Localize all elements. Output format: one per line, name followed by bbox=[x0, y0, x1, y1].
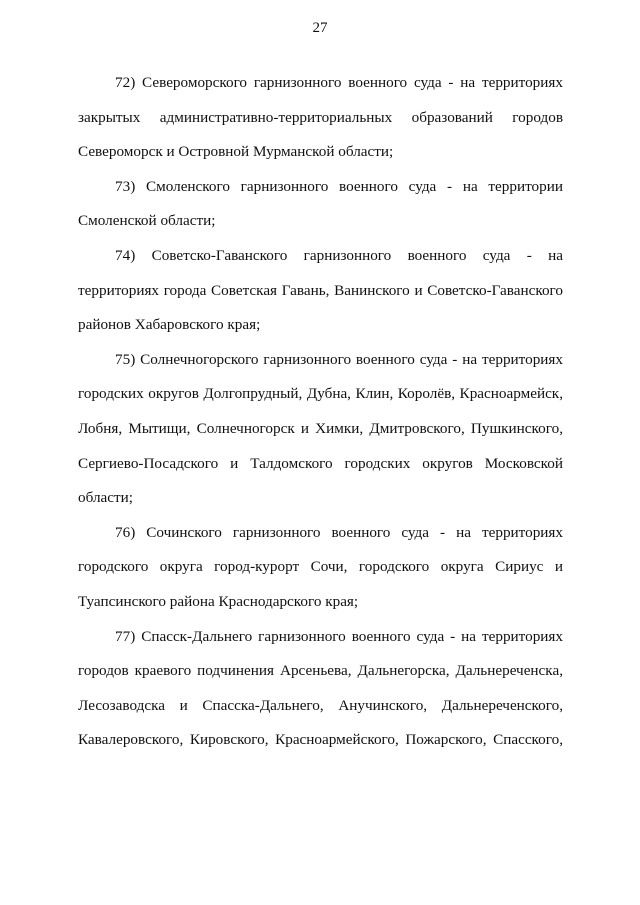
paragraph-line: 75) Солнечногорского гарнизонного военного суда - на территориях bbox=[115, 350, 563, 368]
paragraph-line: Североморск и Островной Мурманской области; bbox=[78, 143, 394, 161]
paragraph-line: области; bbox=[78, 489, 133, 507]
paragraph-72 bbox=[78, 66, 563, 170]
paragraph-73 bbox=[78, 170, 563, 239]
paragraph-line: районов Хабаровского края; bbox=[78, 316, 261, 334]
paragraph-line: 77) Спасск-Дальнего гарнизонного военного суда - на территориях bbox=[115, 627, 563, 645]
paragraph-76 bbox=[78, 516, 563, 620]
paragraph-77 bbox=[78, 620, 563, 758]
paragraph-line: Кавалеровского, Кировского, Красноармейского, Пожарского, Спасского, bbox=[78, 731, 563, 749]
paragraph-line: Сергиево-Посадского и Талдомского городских округов Московской bbox=[78, 454, 563, 472]
paragraph-line: Туапсинского района Краснодарского края; bbox=[78, 592, 359, 610]
paragraph-line: Смоленской области; bbox=[78, 212, 216, 230]
paragraph-line: городов краевого подчинения Арсеньева, Дальнегорска, Дальнереченска, bbox=[78, 662, 563, 680]
paragraph-line: Лобня, Мытищи, Солнечногорск и Химки, Дмитровского, Пушкинского, bbox=[78, 419, 563, 437]
paragraph-75 bbox=[78, 343, 563, 516]
paragraph-line: 73) Смоленского гарнизонного военного суда - на территории bbox=[115, 177, 563, 195]
paragraph-line: территориях города Советская Гавань, Ванинского и Советско-Гаванского bbox=[78, 281, 563, 299]
paragraph-line: закрытых административно-территориальных образований городов bbox=[78, 108, 563, 126]
paragraph-line: городского округа город-курорт Сочи, городского округа Сириус и bbox=[78, 558, 563, 576]
paragraph-line: городских округов Долгопрудный, Дубна, Клин, Королёв, Красноармейск, bbox=[78, 385, 563, 403]
paragraph-74 bbox=[78, 239, 563, 343]
paragraph-line: Лесозаводска и Спасска-Дальнего, Анучинского, Дальнереченского, bbox=[78, 696, 563, 714]
paragraph-line: 76) Сочинского гарнизонного военного суда - на территориях bbox=[115, 523, 563, 541]
paragraph-line: 74) Советско-Гаванского гарнизонного военного суда - на bbox=[115, 246, 563, 264]
document-body bbox=[78, 66, 563, 758]
paragraph-line: 72) Североморского гарнизонного военного суда - на территориях bbox=[115, 74, 563, 91]
page-number: 27 bbox=[312, 20, 328, 36]
